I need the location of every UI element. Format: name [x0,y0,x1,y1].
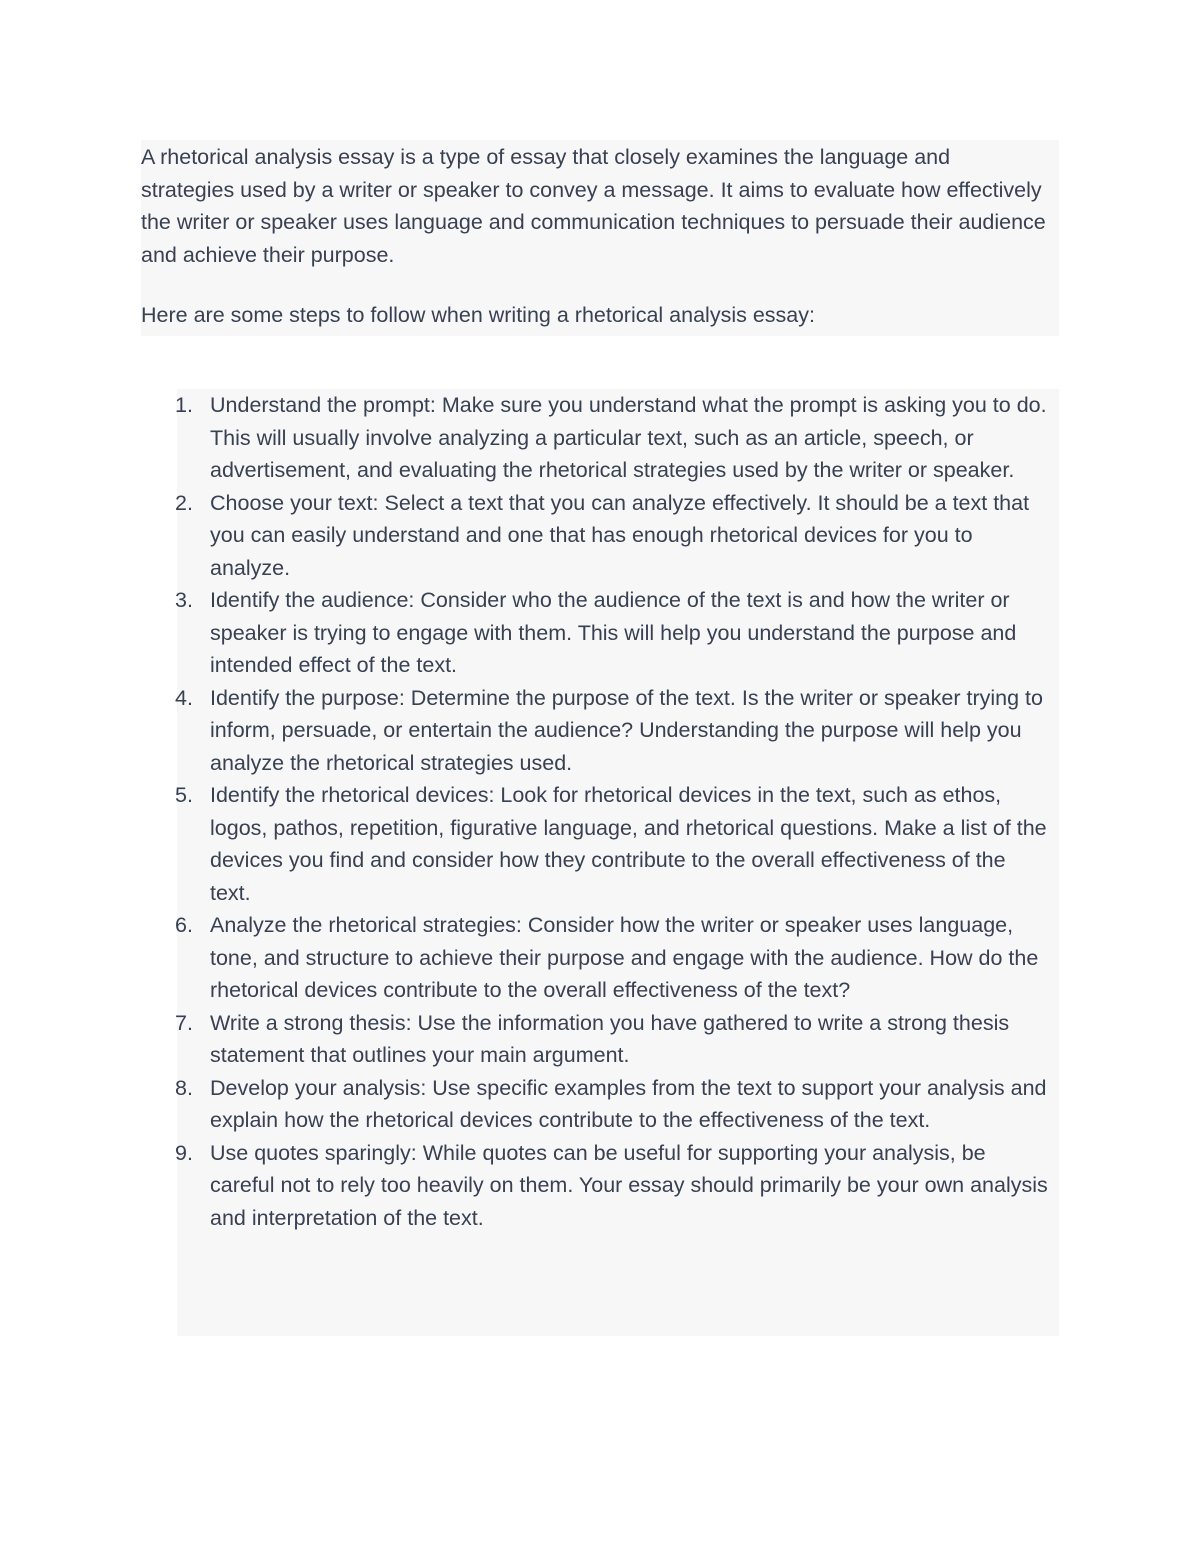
list-item [177,909,1059,1007]
step-number: 7. [175,1010,193,1035]
list-item [177,487,1059,585]
list-item [177,1007,1059,1072]
step-number: 1. [175,393,193,417]
step-text: Develop your analysis: Use specific examples from the text to support your analysis and explain how the rhetorical devices contribute to the effectiveness of the text. [210,1075,1047,1132]
list-item [177,1137,1059,1235]
intro-paragraph: A rhetorical analysis essay is a type of essay that closely examines the language and strategies used by a writer or speaker to convey a message. It aims to evaluate how effectively the writer or speaker uses language and communication techniques to persuade their audience and achieve their purpose. [141,145,1046,267]
step-number: 8. [175,1075,193,1100]
step-text: Choose your text: Select a text that you can analyze effectively. It should be a text that you can easily understand and one that has enough rhetorical devices for you to analyze. [210,490,1030,580]
list-item [177,779,1059,909]
steps-lead-in: Here are some steps to follow when writing a rhetorical analysis essay: [141,303,815,327]
step-number: 5. [175,783,193,807]
step-text: Use quotes sparingly: While quotes can be useful for supporting your analysis, be careful not to rely too heavily on them. Your essay should primarily be your own analysis and interpretation of the text. [210,1140,1048,1230]
list-item [177,1072,1059,1137]
list-item [177,584,1059,682]
step-text: Identify the rhetorical devices: Look for rhetorical devices in the text, such as ethos, logos, pathos, repetition, figurative language, and rhetorical questions. Make a list of the devices you find and consider how they contribute to the overall effectiveness of the text. [210,783,1047,905]
list-item [177,389,1059,487]
steps-list [177,389,1059,1234]
step-number: 4. [175,685,193,710]
step-text: Identify the purpose: Determine the purpose of the text. Is the writer or speaker trying to inform, persuade, or entertain the audience? Understanding the purpose will help you analyze the rhetorical strategies used. [210,685,1043,775]
step-number: 2. [175,490,193,515]
step-number: 9. [175,1140,193,1165]
steps-block [177,389,1059,1336]
list-item [177,682,1059,780]
step-text: Analyze the rhetorical strategies: Consider how the writer or speaker uses language, tone, and structure to achieve their purpose and engage with the audience. How do the rhetorical devices contribute to the overall effectiveness of the text? [210,913,1039,1002]
intro-block [141,140,1059,336]
step-number: 6. [175,913,193,937]
step-number: 3. [175,588,193,612]
step-text: Understand the prompt: Make sure you understand what the prompt is asking you to do. This will usually involve analyzing a particular text, such as an article, speech, or advertisement, and evaluating the rhetorical strategies used by the writer or speaker. [210,393,1047,482]
step-text: Write a strong thesis: Use the information you have gathered to write a strong thesis statement that outlines your main argument. [210,1010,1010,1067]
step-text: Identify the audience: Consider who the audience of the text is and how the writer or speaker is trying to engage with them. This will help you understand the purpose and intended effect of the text. [210,588,1017,677]
